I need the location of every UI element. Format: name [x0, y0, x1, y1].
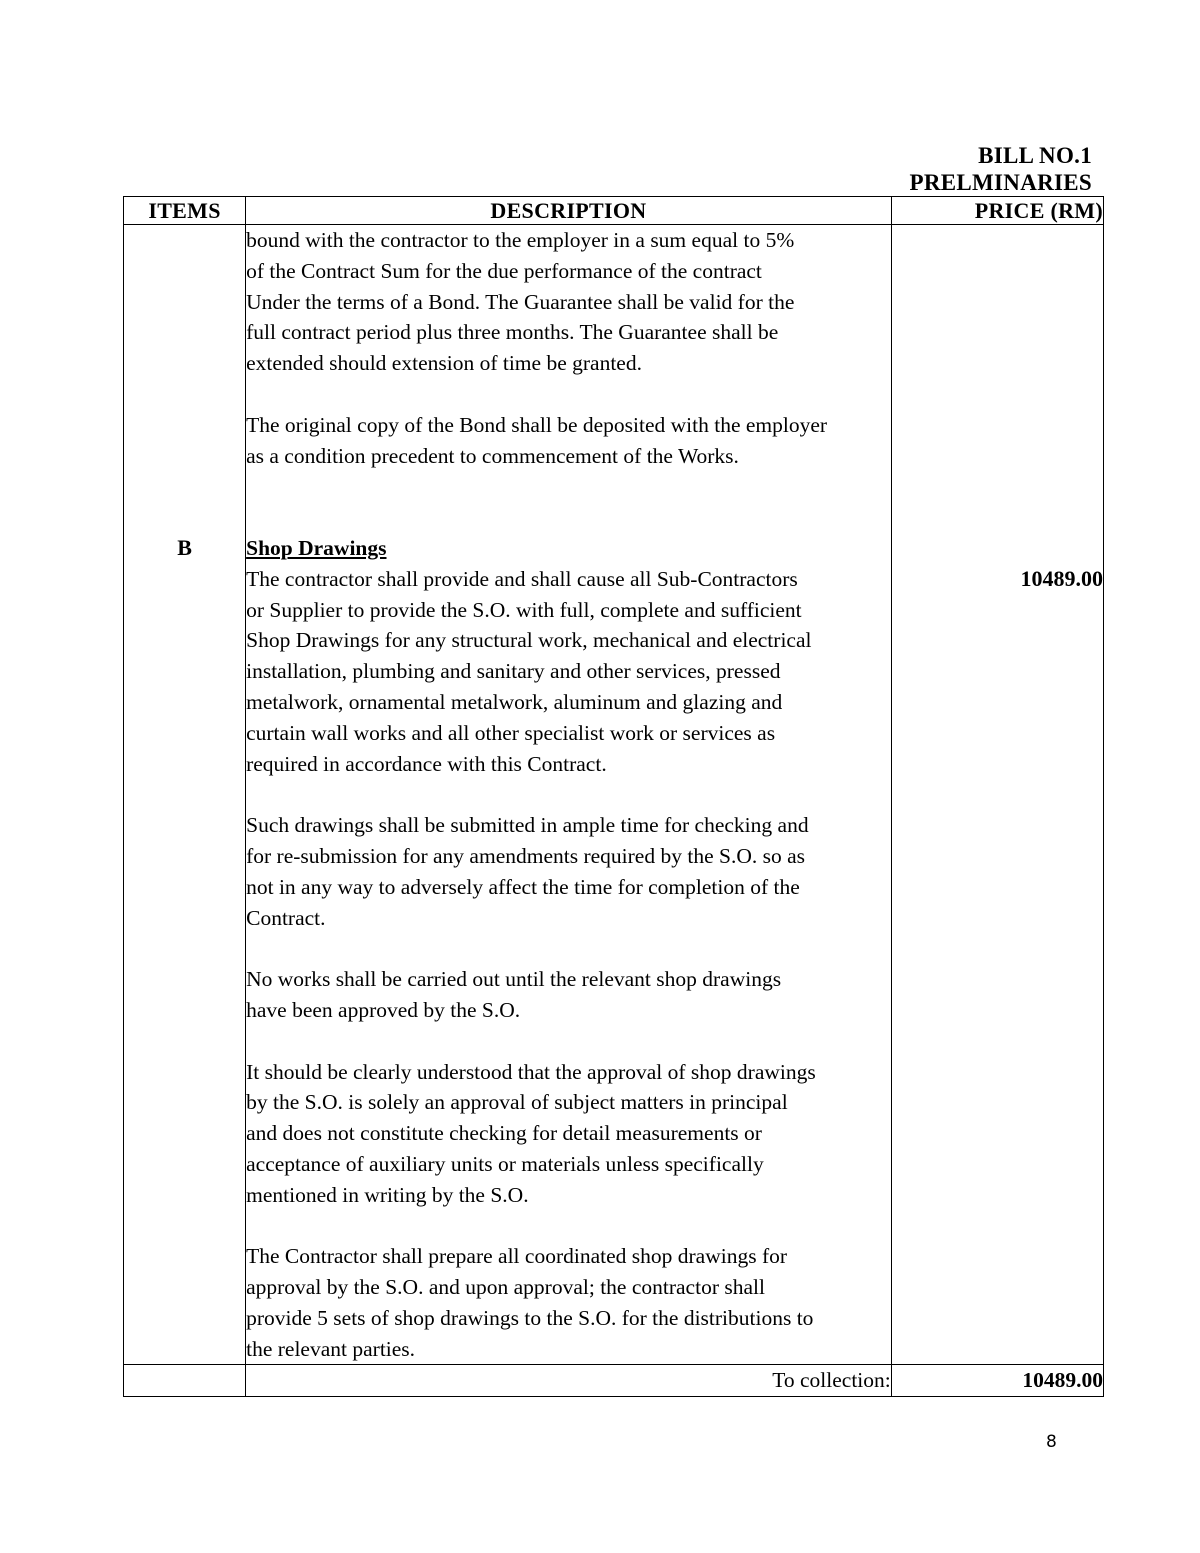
bill-title: PRELMINARIES: [909, 170, 1092, 195]
text-line: acceptance of auxiliary units or materials unless specifically: [246, 1151, 764, 1176]
continued-paragraph: [246, 410, 891, 472]
section-title: Shop Drawings: [246, 535, 387, 560]
text-line: approval by the S.O. and upon approval; the contractor shall: [246, 1275, 765, 1300]
text-line: Under the terms of a Bond. The Guarantee shall be valid for the: [246, 289, 795, 314]
column-header-items: ITEMS: [124, 197, 246, 225]
text-line: Contract.: [246, 905, 326, 930]
description-cell: [246, 225, 892, 1365]
continued-paragraph: [246, 225, 891, 379]
text-line: or Supplier to provide the S.O. with full, complete and sufficient: [246, 597, 802, 622]
table-row: [124, 225, 1104, 1365]
item-paragraph: [246, 1241, 891, 1364]
text-line: Shop Drawings for any structural work, mechanical and electrical: [246, 628, 812, 653]
text-line: the relevant parties.: [246, 1336, 416, 1361]
text-line: bound with the contractor to the employer in a sum equal to 5%: [246, 228, 795, 252]
bill-header: [909, 142, 1092, 196]
text-line: have been approved by the S.O.: [246, 997, 521, 1022]
text-line: as a condition precedent to commencement of the Works.: [246, 443, 739, 468]
total-value: 10489.00: [891, 1365, 1103, 1397]
text-line: The contractor shall provide and shall cause all Sub-Contractors: [246, 566, 798, 591]
item-paragraph: [246, 1057, 891, 1211]
text-line: metalwork, ornamental metalwork, aluminum and glazing and: [246, 689, 783, 714]
text-line: mentioned in writing by the S.O.: [246, 1182, 529, 1207]
total-label: To collection:: [246, 1365, 892, 1397]
item-paragraph: [246, 564, 891, 780]
item-price: 10489.00: [1020, 566, 1103, 591]
text-line: extended should extension of time be granted.: [246, 351, 642, 376]
text-line: It should be clearly understood that the approval of shop drawings: [246, 1059, 816, 1084]
text-line: Such drawings shall be submitted in ample time for checking and: [246, 813, 809, 838]
text-line: No works shall be carried out until the relevant shop drawings: [246, 967, 782, 992]
column-header-description: DESCRIPTION: [246, 197, 892, 225]
price-cell: [891, 225, 1103, 1365]
text-line: not in any way to adversely affect the time for completion of the: [246, 874, 800, 899]
item-label: B: [177, 535, 192, 560]
text-line: The Contractor shall prepare all coordinated shop drawings for: [246, 1244, 788, 1269]
item-paragraph: [246, 964, 891, 1026]
items-cell: [124, 225, 246, 1365]
text-line: for re-submission for any amendments required by the S.O. so as: [246, 843, 805, 868]
text-line: by the S.O. is solely an approval of subject matters in principal: [246, 1090, 788, 1115]
column-header-price: PRICE (RM): [891, 197, 1103, 225]
page-number: 8: [1046, 1432, 1057, 1452]
text-line: and does not constitute checking for detail measurements or: [246, 1121, 762, 1146]
text-line: required in accordance with this Contract.: [246, 751, 607, 776]
total-items-cell: [124, 1365, 246, 1397]
text-line: full contract period plus three months. The Guarantee shall be: [246, 320, 779, 345]
total-row: [124, 1365, 1104, 1397]
text-line: curtain wall works and all other specialist work or services as: [246, 720, 776, 745]
text-line: of the Contract Sum for the due performance of the contract: [246, 258, 762, 283]
item-paragraph: [246, 810, 891, 933]
table-header-row: [124, 197, 1104, 225]
text-line: installation, plumbing and sanitary and other services, pressed: [246, 659, 781, 684]
text-line: provide 5 sets of shop drawings to the S.O. for the distributions to: [246, 1305, 814, 1330]
bill-number: BILL NO.1: [978, 143, 1092, 168]
text-line: The original copy of the Bond shall be deposited with the employer: [246, 412, 828, 437]
bill-table: [123, 196, 1104, 1397]
